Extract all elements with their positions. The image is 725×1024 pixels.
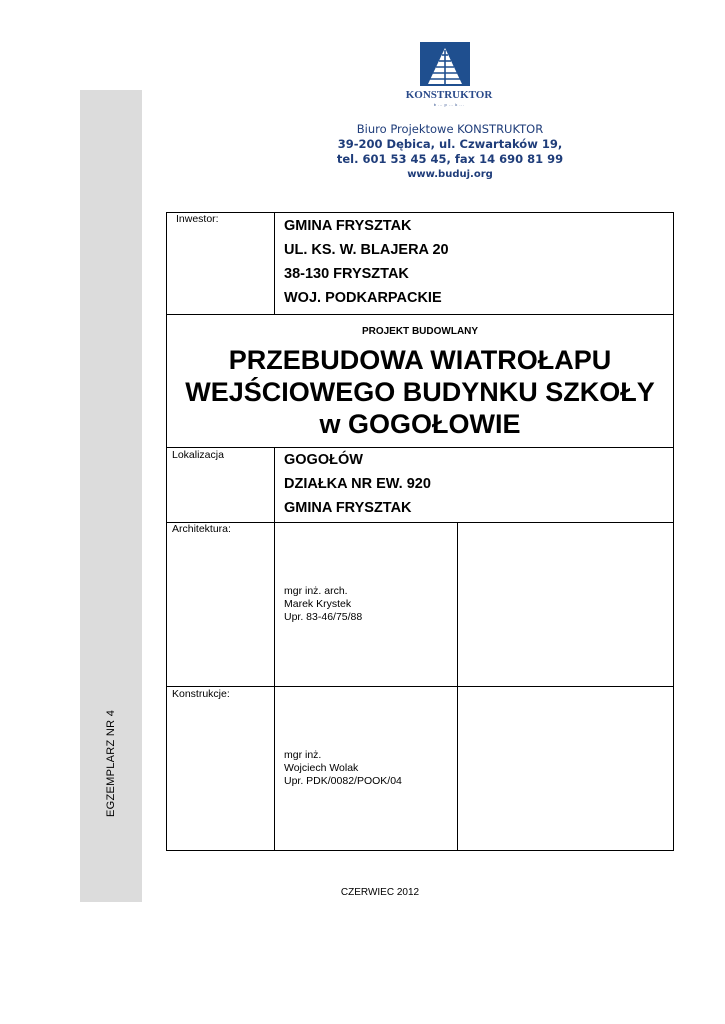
document-date: CZERWIEC 2012 bbox=[340, 887, 420, 898]
engineer-line: mgr inż. bbox=[284, 749, 322, 761]
investor-label: Inwestor: bbox=[176, 213, 219, 225]
project-title-line: PRZEBUDOWA WIATROŁAPU bbox=[228, 345, 612, 375]
location-line: GOGOŁÓW bbox=[284, 452, 363, 468]
investor-label-cell bbox=[166, 212, 275, 315]
office-line-4: www.buduj.org bbox=[407, 169, 493, 180]
copy-number-label: EGZEMPLARZ NR 4 bbox=[105, 709, 117, 817]
location-value bbox=[284, 448, 431, 520]
engineer-line: Wojciech Wolak bbox=[284, 762, 359, 774]
architecture-signature-cell bbox=[457, 522, 674, 687]
project-title-line: WEJŚCIOWEGO BUDYNKU SZKOŁY bbox=[185, 377, 655, 407]
office-line-2: 39-200 Dębica, ul. Czwartaków 19, bbox=[337, 137, 563, 151]
investor-line: GMINA FRYSZTAK bbox=[284, 218, 412, 234]
logo-name: KONSTRUKTOR bbox=[405, 89, 493, 101]
engineer-line: Upr. PDK/0082/POOK/04 bbox=[284, 775, 402, 787]
logo-tagline: b ... p ... k ... bbox=[433, 102, 465, 107]
engineer-info bbox=[284, 749, 402, 788]
architect-info bbox=[284, 585, 362, 624]
architect-line: Marek Krystek bbox=[284, 598, 352, 610]
architecture-label: Architektura: bbox=[172, 523, 231, 535]
project-type: PROJEKT BUDOWLANY bbox=[361, 326, 479, 337]
project-title-line: w GOGOŁOWIE bbox=[319, 409, 521, 439]
investor-line: 38-130 FRYSZTAK bbox=[284, 266, 409, 282]
construction-label: Konstrukcje: bbox=[172, 688, 230, 700]
architecture-label-cell bbox=[166, 522, 275, 687]
investor-value bbox=[284, 214, 449, 310]
location-line: GMINA FRYSZTAK bbox=[284, 500, 412, 516]
office-line-3: tel. 601 53 45 45, fax 14 690 81 99 bbox=[336, 152, 564, 166]
architect-line: Upr. 83-46/75/88 bbox=[284, 611, 363, 623]
construction-signature-cell bbox=[457, 686, 674, 851]
construction-label-cell bbox=[166, 686, 275, 851]
location-label: Lokalizacja bbox=[172, 449, 224, 461]
investor-line: UL. KS. W. BLAJERA 20 bbox=[284, 242, 449, 258]
project-title bbox=[166, 344, 674, 440]
office-info bbox=[300, 122, 600, 182]
office-line-1: Biuro Projektowe KONSTRUKTOR bbox=[356, 122, 544, 136]
location-line: DZIAŁKA NR EW. 920 bbox=[284, 476, 431, 492]
investor-line: WOJ. PODKARPACKIE bbox=[284, 290, 442, 306]
architect-line: mgr inż. arch. bbox=[284, 585, 348, 597]
